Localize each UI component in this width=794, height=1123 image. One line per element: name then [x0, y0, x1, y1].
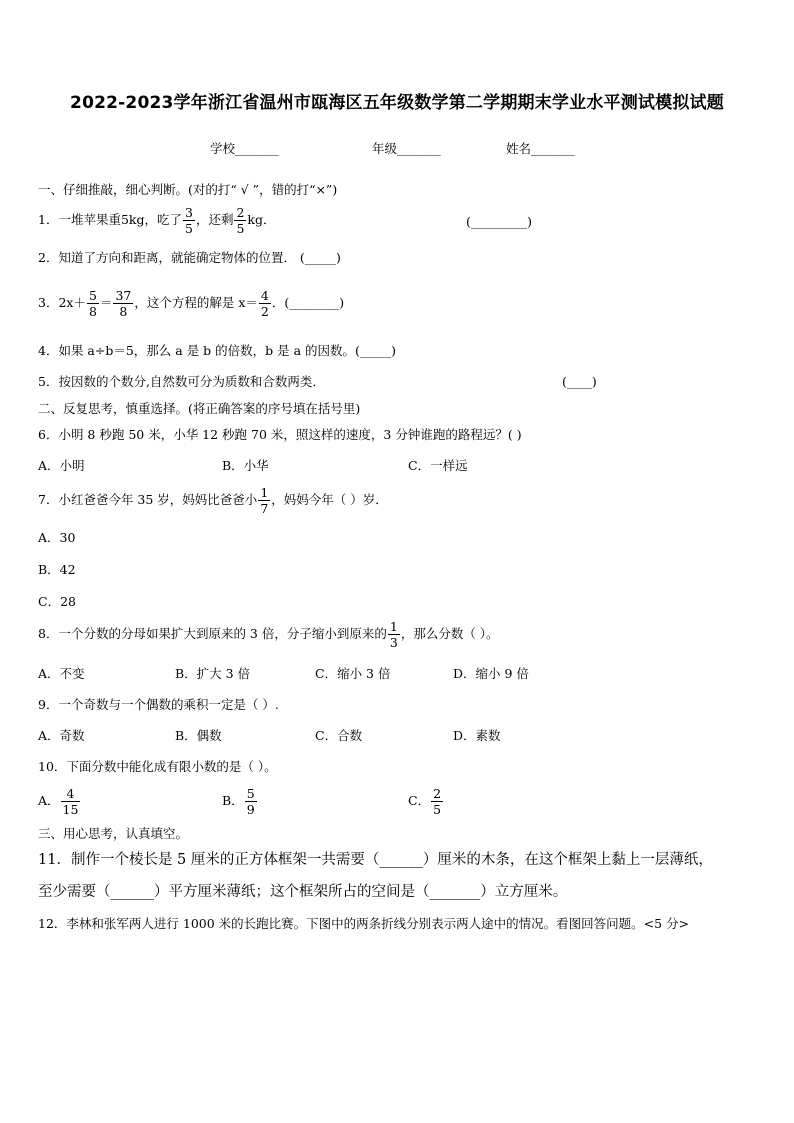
page-title: 2022-2023学年浙江省温州市瓯海区五年级数学第二学期期末学业水平测试模拟试题 [70, 93, 724, 113]
q10-option-a[interactable]: A． $\frac{4}{15}$ [38, 786, 79, 817]
question-1 [38, 205, 275, 236]
section2-heading: 二、反复思考，慎重选择。(将正确答案的序号填在括号里) [38, 401, 361, 416]
q1-answer-paren[interactable]: (_________) [466, 214, 533, 229]
q10-option-c-fraction: $\frac{2}{5}$ [433, 786, 442, 817]
question-12: 12．李林和张军两人进行 1000 米的长跑比赛。下图中的两条折线分别表示两人途中的情况。看图回答问题。<5 分> [38, 916, 690, 931]
q7-option-b[interactable]: B．42 [38, 562, 76, 577]
q6-option-a[interactable]: A．小明 [38, 458, 85, 473]
q1-text-b: ，还剩 [195, 212, 234, 227]
q7-option-c[interactable]: C．28 [38, 594, 76, 609]
q3-equals: ＝ [99, 295, 113, 310]
name-field[interactable]: 姓名_______ [506, 141, 575, 156]
q5-answer-paren[interactable]: (____) [562, 374, 597, 389]
question-3 [38, 288, 344, 319]
q10-option-c[interactable]: C． $\frac{2}{5}$ [408, 786, 442, 817]
q10-option-b[interactable]: B． $\frac{5}{9}$ [222, 786, 255, 817]
q8-option-c[interactable]: C．缩小 3 倍 [315, 666, 391, 681]
q7-text-b: ，妈妈今年（ ）岁． [271, 492, 388, 507]
question-7 [38, 485, 388, 516]
section3-heading: 三、用心思考，认真填空。 [38, 826, 189, 841]
grade-field[interactable]: 年级_______ [372, 141, 441, 156]
q3-text-a: 3．2x＋ [38, 295, 86, 310]
question-11-line1: 11．制作一个棱长是 5 厘米的正方体框架一共需要（______）厘米的木条，在这个框架上黏上一层薄纸， [38, 852, 713, 868]
question-11-line2: 至少需要（______）平方厘米薄纸；这个框架所占的空间是（_______）立方厘米。 [38, 884, 568, 900]
section1-heading: 一、仔细推敲，细心判断。(对的打“ √ ”，错的打“×”) [38, 182, 338, 197]
q9-option-a[interactable]: A．奇数 [38, 728, 85, 743]
q1-text-a: 1．一堆苹果重5kg，吃了 [38, 212, 182, 227]
question-9: 9．一个奇数与一个偶数的乘积一定是（ ）. [38, 697, 279, 712]
q7-option-a[interactable]: A．30 [38, 530, 76, 545]
q8-option-a[interactable]: A．不变 [38, 666, 85, 681]
q6-option-c[interactable]: C．一样远 [408, 458, 468, 473]
question-8 [38, 619, 499, 650]
school-field[interactable]: 学校_______ [210, 141, 279, 156]
q10-option-b-fraction: $\frac{5}{9}$ [246, 786, 255, 817]
q8-text-a: 8．一个分数的分母如果扩大到原来的 3 倍，分子缩小到原来的 [38, 626, 387, 641]
q9-option-c[interactable]: C．合数 [315, 728, 363, 743]
q8-fraction: $\frac{1}{3}$ [389, 619, 398, 650]
q8-text-b: ，那么分数（ ）。 [400, 626, 499, 641]
question-6: 6．小明 8 秒跑 50 米，小华 12 秒跑 70 米，照这样的速度，3 分钟谁跑的路程远？( ) [38, 427, 522, 442]
q9-option-b[interactable]: B．偶数 [175, 728, 222, 743]
q1-text-c: kg． [247, 212, 276, 227]
q3-fraction-2: $\frac{37}{8}$ [115, 288, 132, 319]
q3-text-b: ，这个方程的解是 x＝ [134, 295, 258, 310]
q9-option-d[interactable]: D．素数 [453, 728, 501, 743]
q1-fraction-2: $\frac{2}{5}$ [236, 205, 245, 236]
q7-text-a: 7．小红爸爸今年 35 岁，妈妈比爸爸小 [38, 492, 258, 507]
q7-fraction: $\frac{1}{7}$ [260, 485, 269, 516]
q3-fraction-3: $\frac{4}{2}$ [260, 288, 269, 319]
q3-fraction-1: $\frac{5}{8}$ [88, 288, 97, 319]
question-5: 5．按因数的个数分,自然数可分为质数和合数两类． [38, 374, 325, 389]
question-10: 10．下面分数中能化成有限小数的是（ ）。 [38, 759, 277, 774]
q3-text-c: ．(________) [271, 295, 345, 310]
q1-fraction-1: $\frac{3}{5}$ [184, 205, 193, 236]
q8-option-d[interactable]: D．缩小 9 倍 [453, 666, 529, 681]
question-2: 2．知道了方向和距离，就能确定物体的位置． (_____) [38, 250, 341, 265]
q8-option-b[interactable]: B．扩大 3 倍 [175, 666, 251, 681]
question-4: 4．如果 a÷b＝5，那么 a 是 b 的倍数，b 是 a 的因数。(_____) [38, 343, 397, 358]
q10-option-a-fraction: $\frac{4}{15}$ [62, 786, 79, 817]
q6-option-b[interactable]: B．小华 [222, 458, 269, 473]
